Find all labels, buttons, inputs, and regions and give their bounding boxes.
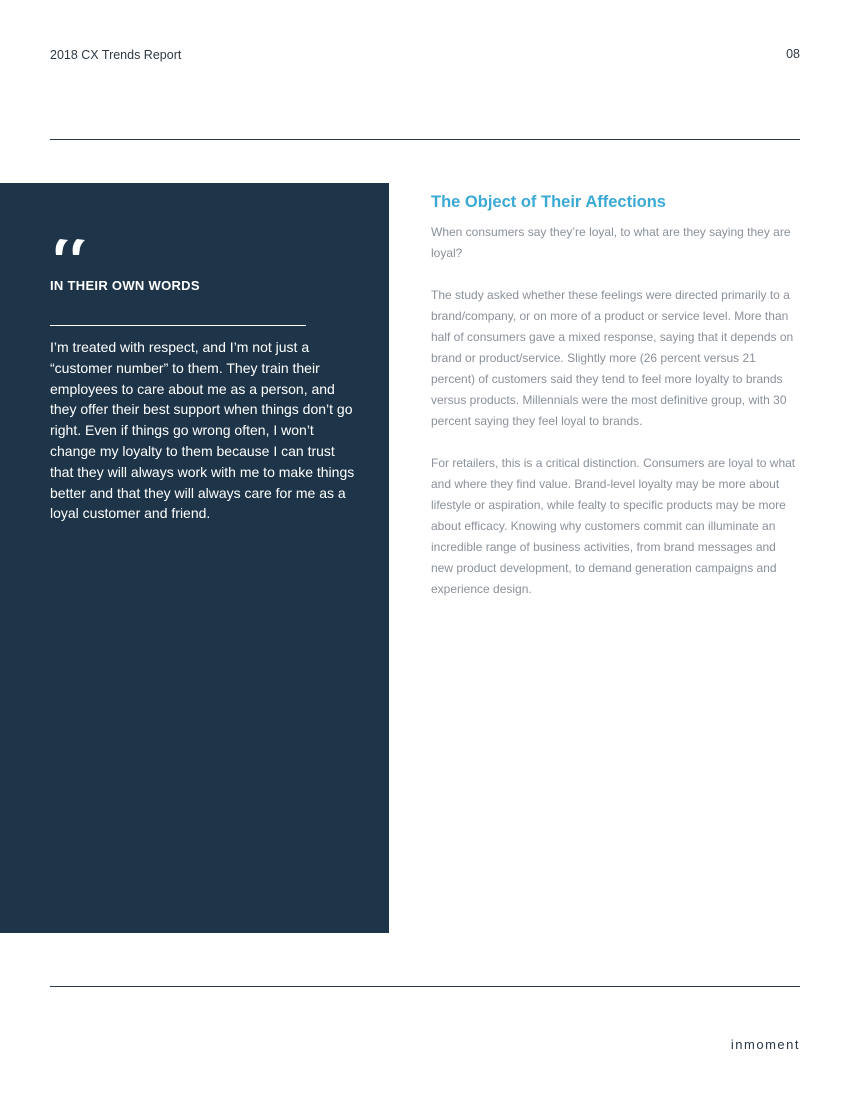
customer-quote: I’m treated with respect, and I’m not just a “customer number” to them. They train their employees to care about me as a person, and they offer their best support when things don’t go right. Even if things go wrong often, I won’t change my loyalty to them because I can trust that they will always work with me to make things better and that they will always care for me as a loyal customer and friend. [50,339,355,522]
report-title: 2018 CX Trends Report [50,48,182,62]
article-paragraph: The study asked whether these feelings were directed primarily to a brand/company, or on more of a product or service level. More than half of consumers gave a mixed response, saying that it depends on brand or product/service. Slightly more (26 percent versus 21 percent) of customers said they tend to feel more loyalty to brands versus products. Millennials were the most definitive group, with 30 percent saying they feel loyal to brands. [431,288,794,428]
article [431,193,801,621]
article-title: The Object of Their Affections [431,193,666,211]
page-number: 08 [786,47,800,61]
article-paragraph: For retailers, this is a critical distinction. Consumers are loyal to what and where they find value. Brand-level loyalty may be more about lifestyle or aspiration, while fealty to specific products may be more about efficacy. Knowing why customers commit can illuminate an incredible range of business activities, from brand messages and new product development, to demand generation campaigns and experience design. [431,456,796,596]
company-logo: inmoment [730,1037,800,1052]
opening-quote-icon [50,233,94,269]
article-paragraph: When consumers say they’re loyal, to what are they saying they are loyal? [431,225,791,260]
top-divider [50,139,800,140]
section-heading: IN THEIR OWN WORDS [50,278,200,293]
quote-panel [0,183,389,933]
heading-divider [50,325,306,326]
bottom-divider [50,986,800,987]
